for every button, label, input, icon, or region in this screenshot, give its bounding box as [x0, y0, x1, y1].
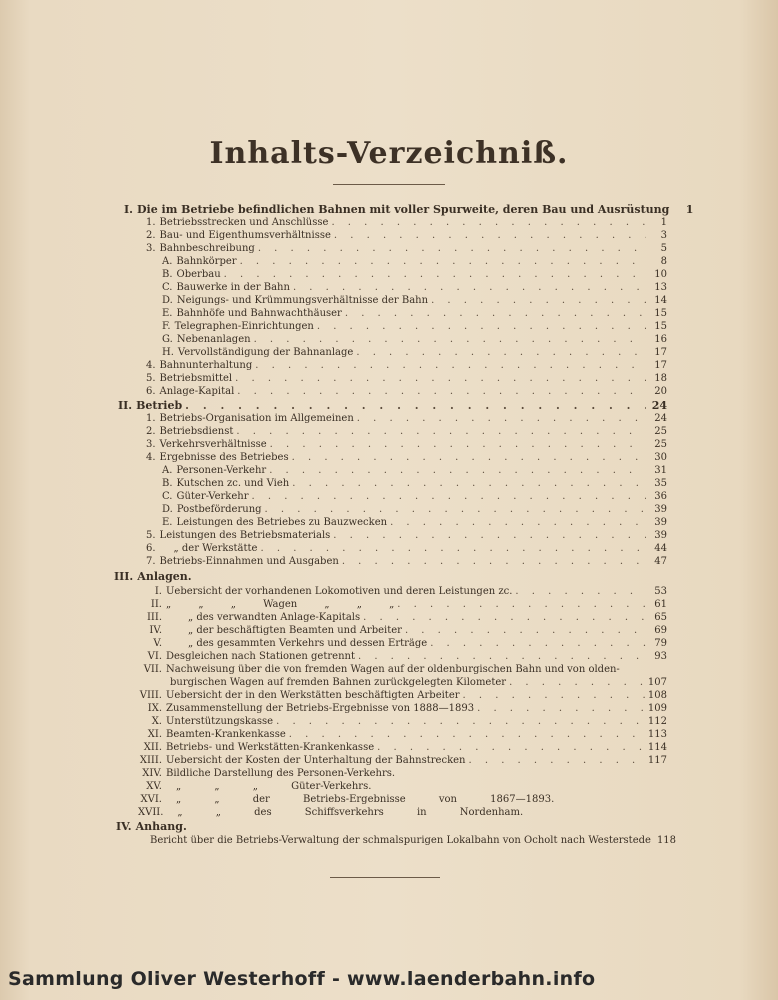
leader-dots [431, 294, 646, 307]
toc-number: 4. [146, 360, 156, 371]
toc-text: „ „ der Betriebs-Ergebnisse von 1867—1893. [176, 794, 555, 805]
leader-dots [237, 385, 646, 398]
toc-number: 4. [146, 452, 156, 463]
toc-number: H. [162, 347, 174, 358]
leader-dots [235, 372, 646, 385]
toc-text: Vervollständigung der Bahnanlage [177, 347, 354, 358]
leader-dots [270, 438, 646, 451]
toc-entry [138, 806, 667, 819]
toc-text: Anlagen. [137, 570, 192, 583]
toc-page: 25 [654, 426, 667, 437]
toc-text: Die im Betriebe befindlichen Bahnen mit voller Spurweite, deren Bau und Ausrüstung [136, 203, 670, 216]
toc-number: D. [162, 295, 173, 306]
toc-number: II. [150, 599, 162, 610]
toc-page: 118 [656, 835, 677, 846]
toc-number: III. [146, 612, 162, 623]
leader-dots [363, 611, 646, 624]
leader-dots [255, 359, 646, 372]
toc-entry [138, 598, 667, 611]
toc-number: VIII. [139, 690, 162, 701]
toc-text: Beamten-Krankenkasse [166, 729, 286, 740]
toc-entry [146, 385, 667, 398]
toc-page: 8 [660, 256, 667, 267]
toc-page: 107 [647, 677, 667, 688]
toc-entry [138, 741, 667, 754]
toc-text: Bahnkörper [176, 256, 237, 267]
toc-text: Leistungen des Betriebsmaterials [159, 530, 331, 541]
toc-number: V. [153, 638, 162, 649]
toc-page: 25 [654, 439, 667, 450]
toc-entry [138, 767, 667, 780]
toc-text: Güter-Verkehr [176, 491, 249, 502]
toc-entry [162, 346, 667, 359]
toc-entry [114, 570, 667, 583]
toc-text: Betriebs-Organisation im Allgemeinen [159, 413, 354, 424]
toc-page: 36 [654, 491, 667, 502]
toc-number: A. [162, 256, 173, 267]
toc-page: 35 [654, 478, 667, 489]
toc-page: 18 [654, 373, 667, 384]
toc-text: „ der beschäftigten Beamten und Arbeiter [188, 625, 402, 636]
leader-dots [331, 216, 646, 229]
toc-number: IV. [116, 820, 132, 833]
toc-entry [138, 754, 667, 767]
toc-page: 39 [654, 517, 667, 528]
toc-number: VI. [147, 651, 162, 662]
toc-number: 5. [146, 530, 156, 541]
toc-text: Verkehrsverhältnisse [159, 439, 267, 450]
toc-page: 108 [647, 690, 667, 701]
toc-page: 44 [654, 543, 667, 554]
leader-dots [357, 412, 646, 425]
toc-entry [146, 834, 677, 847]
toc-text: Bauwerke in der Bahn [176, 282, 290, 293]
toc-entry [138, 650, 667, 663]
toc-text: Betriebs- und Werkstätten-Krankenkasse [166, 742, 375, 753]
toc-entry [146, 216, 667, 229]
toc-entry [146, 529, 667, 542]
toc-page: 114 [647, 742, 667, 753]
leader-dots [405, 624, 646, 637]
leader-dots [334, 229, 646, 242]
toc-text: Anhang. [135, 820, 187, 833]
toc-text: Bahnbeschreibung [159, 243, 255, 254]
toc-text: Unterstützungskasse [166, 716, 274, 727]
toc-number: XVI. [140, 794, 162, 805]
toc-entry [116, 820, 667, 833]
toc-entry [138, 611, 667, 624]
toc-page: 17 [654, 347, 667, 358]
toc-text: Betriebs-Einnahmen und Ausgaben [159, 556, 339, 567]
toc-page: 3 [660, 230, 667, 241]
toc-entry [162, 464, 667, 477]
toc-number: E. [162, 308, 173, 319]
toc-entry [166, 676, 667, 689]
toc-number: XIII. [139, 755, 162, 766]
toc-page: 17 [654, 360, 667, 371]
toc-entry [138, 780, 667, 793]
toc-text: Uebersicht der vorhandenen Lokomotiven und deren Leistungen zc. [166, 586, 513, 597]
toc-page: 5 [660, 243, 667, 254]
toc-entry [146, 412, 667, 425]
toc-number: VII. [143, 664, 162, 675]
toc-entry [138, 585, 667, 598]
toc-page: 109 [647, 703, 667, 714]
leader-dots [265, 503, 646, 516]
toc-text: Zusammenstellung der Betriebs-Ergebnisse von 1888—1893 [166, 703, 475, 714]
toc-page: 14 [654, 295, 667, 306]
toc-text: Nebenanlagen [176, 334, 251, 345]
toc-text: Bildliche Darstellung des Personen-Verkehrs. [166, 768, 396, 779]
toc-text: Desgleichen nach Stationen getrennt [166, 651, 355, 662]
toc-number: III. [114, 570, 134, 583]
toc-text: Telegraphen-Einrichtungen [174, 321, 314, 332]
toc-page: 20 [654, 386, 667, 397]
toc-page: 39 [654, 530, 667, 541]
toc-text: Bericht über die Betriebs-Verwaltung der schmalspurigen Lokalbahn von Ocholt nach Westerstede [150, 835, 651, 846]
toc-number: X. [151, 716, 162, 727]
leader-dots [240, 255, 646, 268]
toc-entry [146, 229, 667, 242]
page-title: Inhalts-Verzeichniß. [209, 136, 569, 171]
toc-entry [138, 637, 667, 650]
toc-page: 1 [685, 203, 694, 216]
leader-dots [269, 464, 646, 477]
toc-page: 30 [654, 452, 667, 463]
toc-text: Ergebnisse des Betriebes [159, 452, 289, 463]
toc-number: C. [162, 282, 173, 293]
leader-dots [358, 650, 646, 663]
toc-text: Leistungen des Betriebes zu Bauzwecken [176, 517, 388, 528]
toc-entry [138, 663, 667, 676]
leader-dots [236, 425, 646, 438]
toc-entry [162, 255, 667, 268]
leader-dots [515, 585, 646, 598]
toc-text: „ „ „ Wagen „ „ „ [166, 599, 395, 610]
toc-number: I. [154, 586, 162, 597]
watermark-footer: Sammlung Oliver Westerhoff - www.laenderbahn.info [8, 968, 596, 990]
toc-number: 1. [146, 413, 156, 424]
leader-dots [293, 281, 646, 294]
toc-number: 3. [146, 439, 156, 450]
leader-dots [292, 477, 646, 490]
toc-page: 13 [654, 282, 667, 293]
toc-text: Personen-Verkehr [176, 465, 267, 476]
toc-text: burgischen Wagen auf fremden Bahnen zurückgelegten Kilometer [170, 677, 507, 688]
toc-text: Neigungs- und Krümmungsverhältnisse der Bahn [176, 295, 429, 306]
toc-page: 31 [654, 465, 667, 476]
toc-text: Anlage-Kapital [159, 386, 235, 397]
toc-number: 3. [146, 243, 156, 254]
toc-entry [162, 503, 667, 516]
toc-number: XIV. [142, 768, 162, 779]
toc-entry [162, 516, 667, 529]
toc-text: Kutschen zc. und Vieh [176, 478, 290, 489]
leader-dots [224, 268, 646, 281]
toc-page: 1 [660, 217, 667, 228]
toc-number: IX. [147, 703, 162, 714]
toc-page: 15 [654, 308, 667, 319]
toc-entry [162, 268, 667, 281]
leader-dots [333, 529, 646, 542]
toc-text: „ der Werkstätte [173, 543, 258, 554]
leader-dots [260, 542, 646, 555]
toc-page: 24 [654, 413, 667, 424]
toc-text: „ „ „ Güter-Verkehrs. [176, 781, 372, 792]
leader-dots [390, 516, 646, 529]
toc-entry [162, 477, 667, 490]
toc-entry [162, 281, 667, 294]
toc-number: 7. [146, 556, 156, 567]
leader-dots [276, 715, 645, 728]
toc-entry [146, 555, 667, 568]
leader-dots [254, 333, 646, 346]
leader-dots [292, 451, 646, 464]
toc-entry [138, 793, 667, 806]
toc-page: 10 [654, 269, 667, 280]
toc-entry [162, 490, 667, 503]
end-divider [330, 877, 440, 878]
toc-entry [162, 320, 667, 333]
toc-entry [146, 542, 667, 555]
toc-number: 2. [146, 426, 156, 437]
toc-number: IV. [149, 625, 162, 636]
toc-number: XII. [143, 742, 162, 753]
leader-dots [317, 320, 646, 333]
toc-text: Betriebsstrecken und Anschlüsse [159, 217, 329, 228]
leader-dots [342, 555, 646, 568]
toc-text: Betriebsmittel [159, 373, 233, 384]
toc-entry [138, 728, 667, 741]
toc-entry [138, 702, 667, 715]
toc-number: 6. [146, 386, 156, 397]
leader-dots [477, 702, 645, 715]
toc-entry [138, 715, 667, 728]
toc-text: Bau- und Eigenthumsverhältnisse [159, 230, 331, 241]
toc-entry [146, 438, 667, 451]
toc-page: 24 [651, 399, 667, 412]
toc-text: Uebersicht der in den Werkstätten beschäftigten Arbeiter [166, 690, 460, 701]
toc-text: Nachweisung über die von fremden Wagen auf der oldenburgischen Bahn und von olden- [166, 664, 620, 675]
leader-dots [289, 728, 645, 741]
toc-page: 47 [654, 556, 667, 567]
toc-number: E. [162, 517, 173, 528]
toc-entry [146, 372, 667, 385]
toc-text: Bahnunterhaltung [159, 360, 253, 371]
toc-text: Betriebsdienst [159, 426, 234, 437]
toc-page: 15 [654, 321, 667, 332]
toc-page: 16 [654, 334, 667, 345]
toc-page: 69 [654, 625, 667, 636]
toc-page: 117 [647, 755, 667, 766]
toc-text: Oberbau [176, 269, 221, 280]
toc-number: F. [162, 321, 171, 332]
leader-dots [430, 637, 646, 650]
leader-dots [345, 307, 646, 320]
toc-page: 113 [647, 729, 667, 740]
toc-number: D. [162, 504, 173, 515]
toc-page: 61 [654, 599, 667, 610]
toc-entry [118, 399, 667, 412]
toc-number: 6. [146, 543, 156, 554]
toc-number: A. [162, 465, 173, 476]
toc-entry [146, 359, 667, 372]
toc-number: 1. [146, 217, 156, 228]
leader-dots [509, 676, 645, 689]
toc-text: „ des verwandten Anlage-Kapitals [188, 612, 361, 623]
toc-number: II. [118, 399, 133, 412]
toc-number: G. [162, 334, 173, 345]
toc-number: XVII. [138, 807, 164, 818]
toc-text: Uebersicht der Kosten der Unterhaltung der Bahnstrecken [166, 755, 466, 766]
toc-entry [138, 624, 667, 637]
toc-entry [124, 203, 694, 216]
toc-entry [146, 451, 667, 464]
leader-dots [463, 689, 645, 702]
toc-number: I. [124, 203, 133, 216]
toc-text: „ des gesammten Verkehrs und dessen Erträge [188, 638, 428, 649]
leader-dots [356, 346, 646, 359]
toc-entry [146, 242, 667, 255]
title-divider [333, 184, 445, 185]
toc-number: XI. [147, 729, 162, 740]
toc-number: B. [162, 478, 173, 489]
toc-number: B. [162, 269, 173, 280]
toc-number: C. [162, 491, 173, 502]
toc-entry [130, 689, 667, 702]
toc-number: 2. [146, 230, 156, 241]
toc-entry [162, 307, 667, 320]
leader-dots [185, 399, 646, 412]
toc-number: 5. [146, 373, 156, 384]
toc-text: Betrieb [136, 399, 183, 412]
toc-text: Bahnhöfe und Bahnwachthäuser [176, 308, 342, 319]
toc-page: 93 [654, 651, 667, 662]
toc-entry [146, 425, 667, 438]
toc-page: 53 [654, 586, 667, 597]
toc-page: 39 [654, 504, 667, 515]
toc-page: 65 [654, 612, 667, 623]
toc-page: 79 [654, 638, 667, 649]
toc-entry [162, 294, 667, 307]
leader-dots [377, 741, 645, 754]
toc-page: 112 [647, 716, 667, 727]
leader-dots [258, 242, 646, 255]
toc-number: XV. [146, 781, 162, 792]
toc-text: „ „ des Schiffsverkehrs in Nordenham. [177, 807, 524, 818]
leader-dots [251, 490, 646, 503]
leader-dots [468, 754, 644, 767]
leader-dots [397, 598, 646, 611]
toc-text: Postbeförderung [176, 504, 262, 515]
toc-entry [162, 333, 667, 346]
